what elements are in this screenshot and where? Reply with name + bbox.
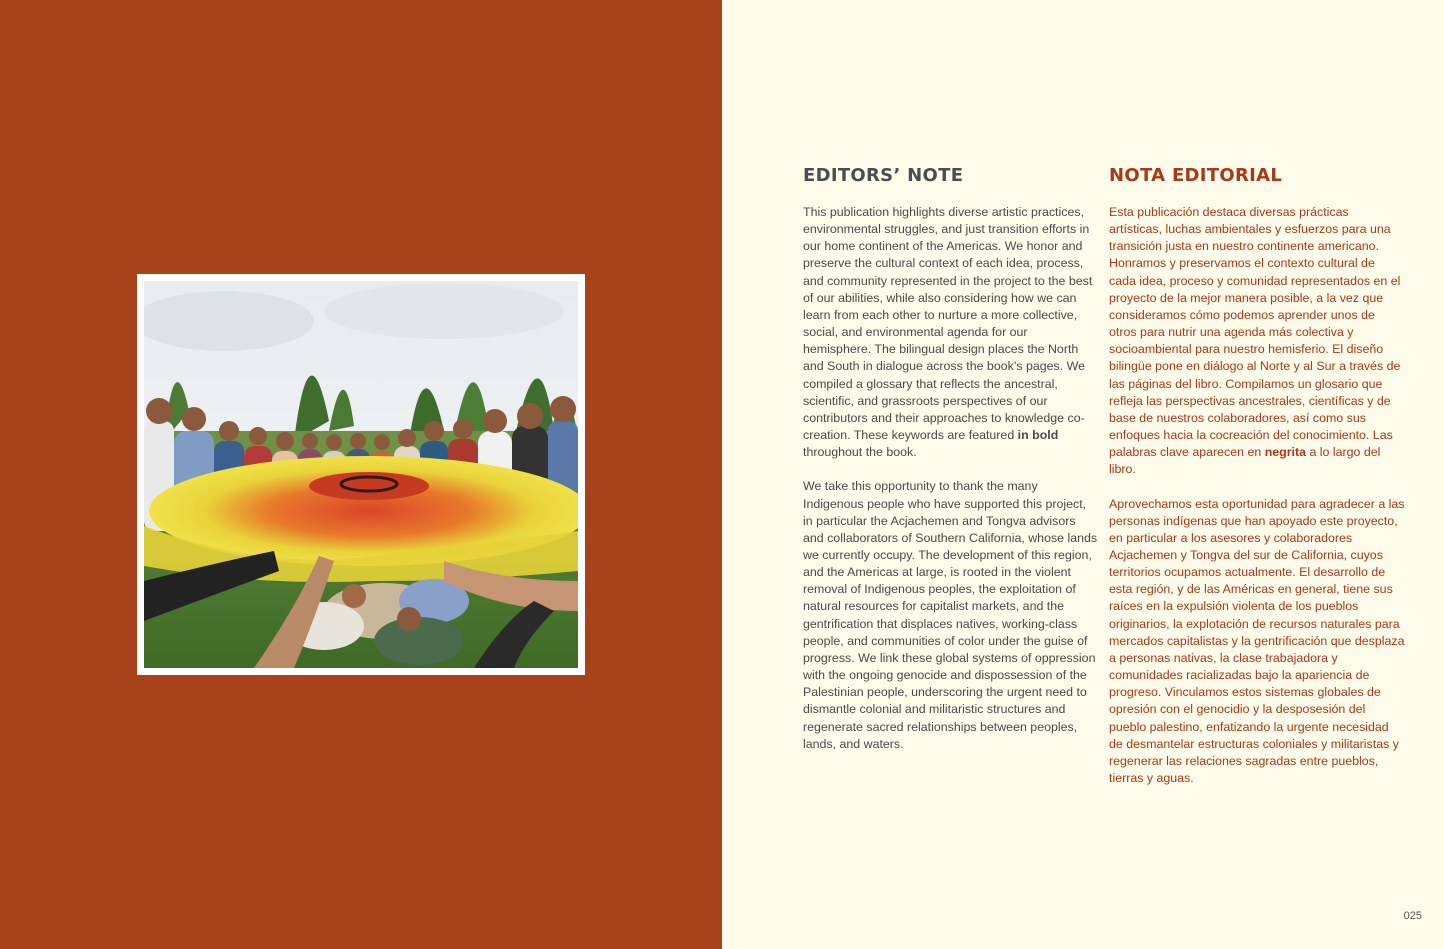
spanish-p1-text: Esta publicación destaca diversas prácticas artísticas, luchas ambientales y esfuerzos para una transición justa en nuestro continente americano. Honramos y preservamos el contexto cultural de cada idea, proceso y comunidad representados en el proyecto de la mejor manera posible, a la vez que consideramos cómo podemos aprender unos de otros para nutrir una agenda más colectiva y socioambiental para nuestro hemisferio. El diseño bilingüe pone en diálogo al Norte y al Sur a través de las páginas del libro. Compilamos un glosario que refleja las perspectivas ancestrales, científicas y de base de nuestros colaboradores, así como sus enfoques hacia la cocreación del conocimiento. Las palabras clave aparecen en <box>1109 205 1401 460</box>
spanish-p1-end: a lo largo del libro. <box>1109 445 1381 477</box>
photo-frame <box>137 274 585 675</box>
nota-editorial-title: NOTA EDITORIAL <box>1109 165 1283 186</box>
english-bold-keyword: in bold <box>1017 428 1059 443</box>
page-number: 025 <box>1403 910 1422 922</box>
english-column <box>803 164 1099 770</box>
english-p1-end: throughout the book. <box>803 445 917 460</box>
group-circle-photo <box>144 281 578 668</box>
editors-note-title: EDITORS’ NOTE <box>803 165 964 186</box>
english-paragraph-1 <box>803 204 1099 461</box>
right-page <box>722 0 1444 949</box>
photo-illustration <box>144 281 578 668</box>
english-p1-text: This publication highlights diverse artistic practices, environmental struggles, and just transition efforts in our home continent of the Americas. We honor and preserve the cultural context of each idea, process, and community represented in the project to the best of our abilities, while also considering how we can learn from each other to nurture a more collective, social, and environmental agenda for our hemisphere. The bilingual design places the North and South in dialogue across the book’s pages. We compiled a glossary that reflects the ancestral, scientific, and grassroots perspectives of our contributors and their approaches to knowledge co-creation. These keywords are featured <box>803 205 1093 443</box>
spanish-paragraph-2: Aprovechamos esta oportunidad para agradecer a las personas indígenas que han apoyado este proyecto, en particular a los asesores y colaboradores Acjachemen y Tongva del sur de California, cuyos territorios ocupamos actualmente. El desarrollo de esta región, y de las Américas en general, tiene sus raíces en la expulsión violenta de los pueblos originarios, la explotación de recursos naturales para mercados capitalistas y la gentrificación que desplaza a personas nativas, la clase trabajadora y comunidades racializadas bajo la apariencia de progreso. Vinculamos estos sistemas globales de opresión con el genocidio y la desposesión del pueblo palestino, enfatizando la urgente necesidad de desmantelar estructuras coloniales y militaristas y regenerar las relaciones sagradas entre pueblos, tierras y aguas. <box>1109 496 1405 785</box>
english-paragraph-2: We take this opportunity to thank the many Indigenous people who have supported this project, in particular the Acjachemen and Tongva advisors and collaborators of Southern California, whose lands we currently occupy. The development of this region, and the Americas at large, is rooted in the violent removal of Indigenous peoples, the exploitation of natural resources for capitalist markets, and the gentrification that displaces natives, working-class people, and communities of color under the guise of progress. We link these global systems of oppression with the ongoing genocide and dispossession of the Palestinian people, underscoring the urgent need to dismantle colonial and militaristic structures and regenerate sacred relationships between peoples, lands, and waters. <box>803 479 1098 751</box>
spanish-bold-keyword: negrita <box>1264 445 1306 460</box>
spanish-paragraph-1 <box>1109 204 1405 479</box>
spanish-column <box>1109 164 1405 804</box>
